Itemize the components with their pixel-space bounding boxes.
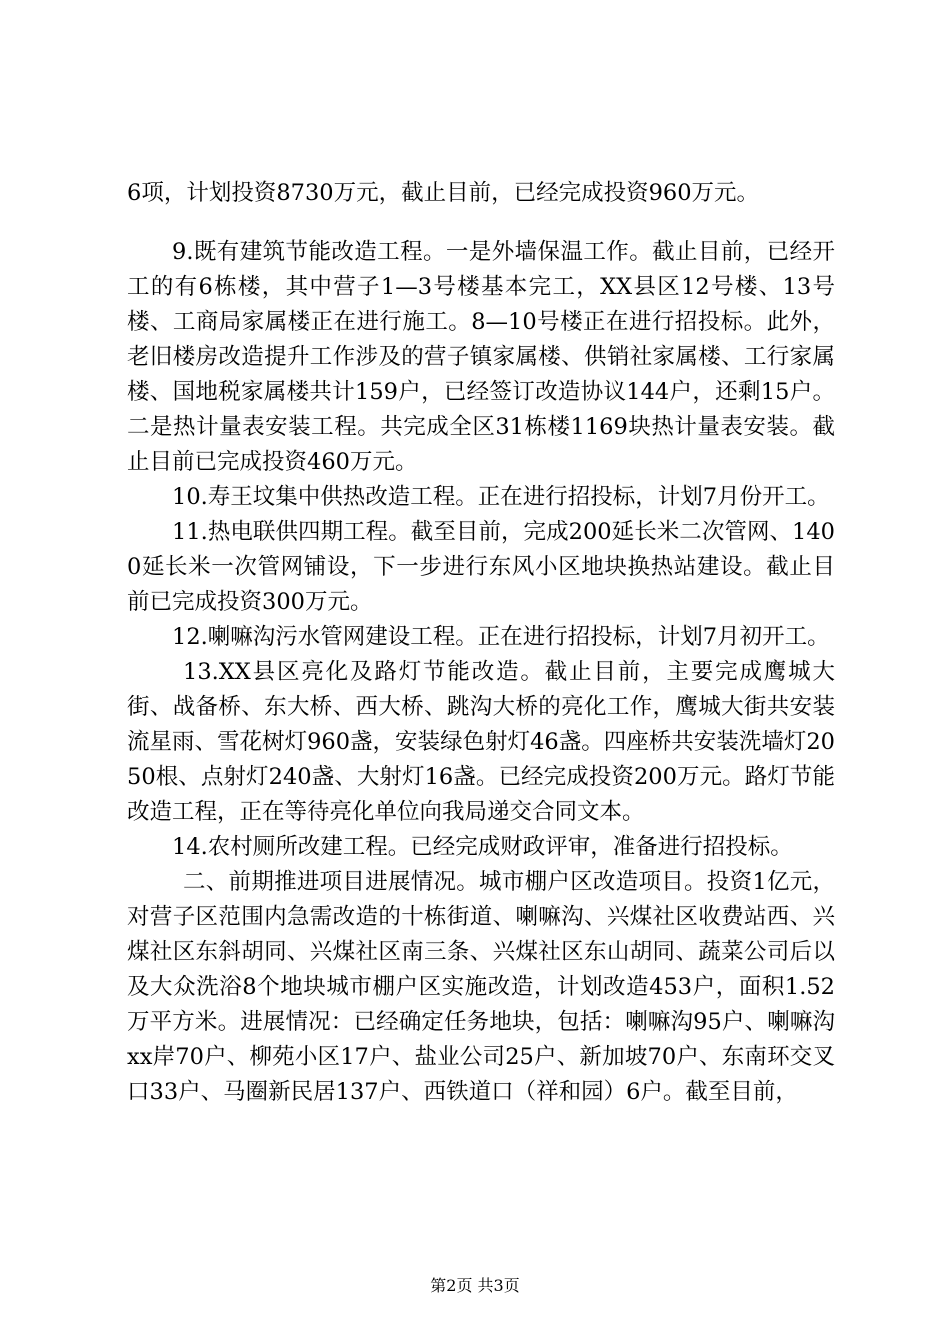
document-body xyxy=(127,176,835,1110)
paragraph-item-14-rural-toilets: 14.农村厕所改建工程。已经完成财政评审，准备进行招投标。 xyxy=(172,834,793,860)
paragraph-investment-summary: 6项，计划投资8730万元，截止目前，已经完成投资960万元。 xyxy=(127,180,760,206)
paragraph-section-2-preliminary-projects: 二、前期推进项目进展情况。城市棚户区改造项目。投资1亿元，对营子区范围内急需改造的十栋街道、喇嘛沟、兴煤社区收费站西、兴煤社区东斜胡同、兴煤社区南三条、兴煤社区东山胡同、蔬菜公司后以及大众洗浴8个地块城市棚户区实施改造，计划改造453户，面积1.52万平方米。进展情况：已经确定任务地块，包括：喇嘛沟95户、喇嘛沟xx岸70户、柳苑小区17户、盐业公司25户、新加坡70户、东南环交叉口33户、马圈新民居137户、西铁道口（祥和园）6户。截至目前， xyxy=(127,869,835,1105)
paragraph-item-13-lighting-retrofit: 13.XX县区亮化及路灯节能改造。截止目前，主要完成鹰城大街、战备桥、东大桥、西大桥、跳沟大桥的亮化工作，鹰城大街共安装流星雨、雪花树灯960盏，安装绿色射灯46盏。四座桥共安装洗墙灯2050根、点射灯240盏、大射灯16盏。已经完成投资200万元。路灯节能改造工程，正在等待亮化单位向我局递交合同文本。 xyxy=(127,659,835,825)
paragraph-item-10-heating-retrofit: 10.寿王坟集中供热改造工程。正在进行招投标，计划7月份开工。 xyxy=(172,484,830,510)
paragraph-item-11-cogeneration: 11.热电联供四期工程。截至目前，完成200延长米二次管网、1400延长米一次管网铺设，下一步进行东风小区地块换热站建设。截止目前已完成投资300万元。 xyxy=(127,519,835,615)
page-number-footer: 第2页 共3页 xyxy=(430,1276,520,1295)
paragraph-item-12-sewage-network: 12.喇嘛沟污水管网建设工程。正在进行招投标，计划7月初开工。 xyxy=(172,624,830,650)
paragraph-item-9-building-energy-retrofit: 9.既有建筑节能改造工程。一是外墙保温工作。截止目前，已经开工的有6栋楼，其中营子1—3号楼基本完工，XX县区12号楼、13号楼、工商局家属楼正在进行施工。8—10号楼正在进行招投标。此外，老旧楼房改造提升工作涉及的营子镇家属楼、供销社家属楼、工行家属楼、国地税家属楼共计159户，已经签订改造协议144户，还剩15户。二是热计量表安装工程。共完成全区31栋楼1169块热计量表安装。截止目前已完成投资460万元。 xyxy=(127,239,835,475)
